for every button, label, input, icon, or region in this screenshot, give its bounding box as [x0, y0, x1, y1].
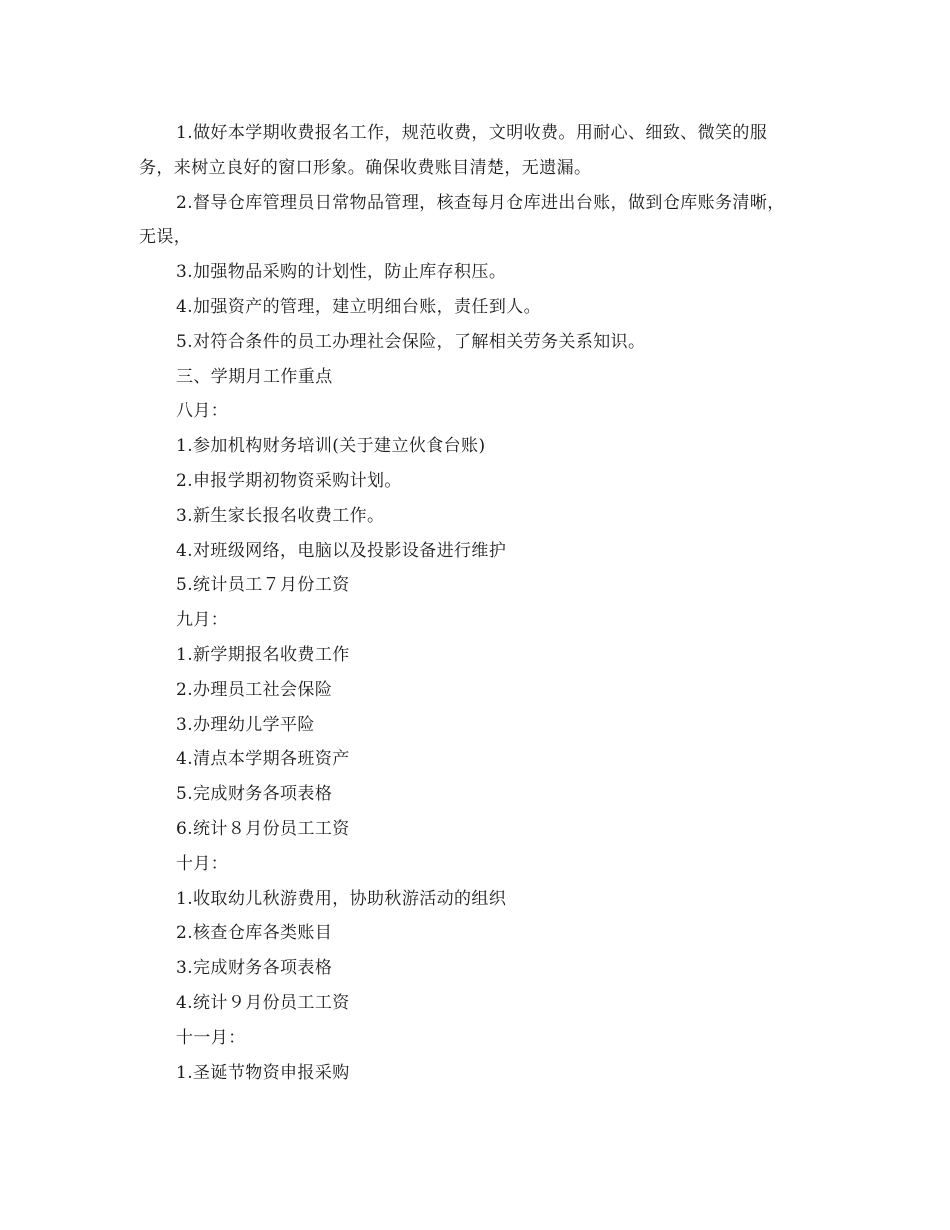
month-heading: 八月： — [176, 401, 229, 422]
list-item: 2.办理员工社会保险 — [176, 679, 333, 700]
list-item: 4.对班级网络，电脑以及投影设备进行维护 — [176, 540, 507, 561]
document-body — [139, 116, 839, 1090]
paragraph-line: 1.做好本学期收费报名工作，规范收费，文明收费。用耐心、细致、微笑的服 — [176, 123, 768, 143]
paragraph-line: 5.对符合条件的员工办理社会保险，了解相关劳务关系知识。 — [176, 331, 646, 352]
list-item: 5.统计员工７月份工资 — [176, 575, 350, 596]
month-heading: 九月： — [176, 610, 229, 631]
list-item: 3.完成财务各项表格 — [176, 958, 333, 979]
paragraph-line: 无误， — [139, 227, 192, 248]
list-item: 1.参加机构财务培训(关于建立伙食台账) — [176, 436, 486, 457]
list-item: 6.统计８月份员工工资 — [176, 818, 350, 839]
section-heading: 三、学期月工作重点 — [176, 366, 333, 387]
month-heading: 十月： — [176, 853, 229, 874]
paragraph-line: 务，来树立良好的窗口形象。确保收费账目清楚，无遗漏。 — [139, 157, 592, 178]
list-item: 3.新生家长报名收费工作。 — [176, 505, 385, 526]
paragraph-line: 2.督导仓库管理员日常物品管理，核查每月仓库进出台账，做到仓库账务清晰， — [176, 192, 785, 213]
paragraph-line: 3.加强物品采购的计划性，防止库存积压。 — [176, 262, 507, 283]
list-item: 1.收取幼儿秋游费用，协助秋游活动的组织 — [176, 888, 507, 909]
list-item: 4.统计９月份员工工资 — [176, 992, 350, 1013]
paragraph-line: 4.加强资产的管理，建立明细台账，责任到人。 — [176, 296, 542, 317]
list-item: 5.完成财务各项表格 — [176, 784, 333, 805]
list-item: 3.办理幼儿学平险 — [176, 714, 315, 735]
list-item: 2.核查仓库各类账目 — [176, 923, 333, 944]
list-item: 4.清点本学期各班资产 — [176, 749, 350, 770]
list-item: 2.申报学期初物资采购计划。 — [176, 470, 402, 491]
list-item: 1.新学期报名收费工作 — [176, 644, 350, 665]
list-item: 1.圣诞节物资申报采购 — [176, 1062, 350, 1083]
month-heading: 十一月： — [176, 1027, 246, 1048]
